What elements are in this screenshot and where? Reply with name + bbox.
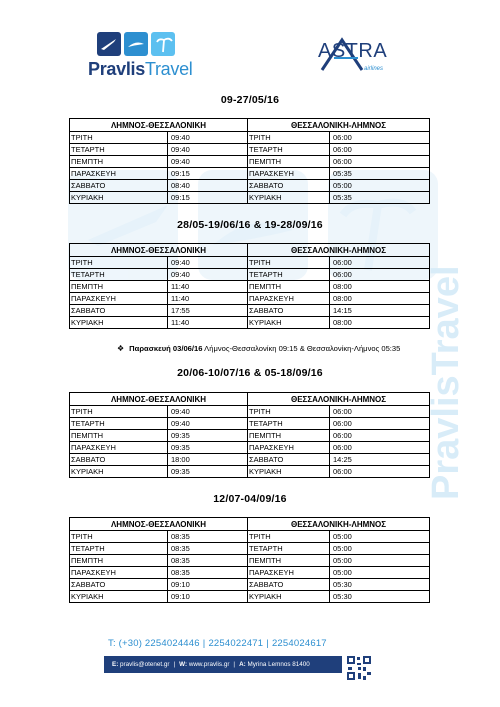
time-cell: 09:40 [168, 144, 248, 156]
address-label: A: [239, 661, 246, 668]
time-cell: 05:30 [330, 579, 430, 591]
table-row [70, 192, 430, 204]
phone-number: (+30) 2254024446 [118, 638, 200, 649]
time-cell: 05:00 [330, 567, 430, 579]
time-cell: 08:35 [168, 555, 248, 567]
time-cell: 06:00 [330, 466, 430, 478]
time-cell: 06:00 [330, 144, 430, 156]
table-row [70, 269, 430, 281]
special-note [117, 344, 400, 353]
day-cell: ΚΥΡΙΑΚΗ [248, 192, 330, 204]
time-cell: 06:00 [330, 418, 430, 430]
time-cell: 09:35 [168, 430, 248, 442]
time-cell: 09:35 [168, 466, 248, 478]
pravlis-logo-word1: Pravlis [88, 59, 145, 79]
time-cell: 09:40 [168, 132, 248, 144]
note-date: Παρασκευή 03/06/16 [129, 344, 203, 353]
table-row [70, 579, 430, 591]
table-row [70, 156, 430, 168]
day-cell: ΤΡΙΤΗ [70, 257, 168, 269]
day-cell: ΤΕΤΑΡΤΗ [70, 418, 168, 430]
day-cell: ΤΕΤΑΡΤΗ [248, 418, 330, 430]
table-row [70, 257, 430, 269]
schedule-table [69, 517, 430, 603]
header-thessaloniki-lemnos: ΘΕΣΣΑΛΟΝΙΚΗ-ΛΗΜΝΟΣ [248, 119, 430, 132]
day-cell: ΤΡΙΤΗ [70, 531, 168, 543]
day-cell: ΠΕΜΠΤΗ [70, 156, 168, 168]
contact-bar: E: pravlis@otenet.gr | W: www.pravlis.gr | A: Myrina Lemnos 81400 [104, 656, 342, 673]
time-cell: 09:10 [168, 579, 248, 591]
day-cell: ΠΑΡΑΣΚΕΥΗ [248, 293, 330, 305]
day-cell: ΚΥΡΙΑΚΗ [70, 192, 168, 204]
day-cell: ΤΡΙΤΗ [248, 531, 330, 543]
qr-code-icon [346, 655, 372, 681]
day-cell: ΣΑΒΒΑΤΟ [70, 180, 168, 192]
time-cell: 06:00 [330, 269, 430, 281]
time-cell: 08:00 [330, 281, 430, 293]
table-row [70, 132, 430, 144]
web-link[interactable]: www.pravlis.gr [188, 661, 230, 668]
time-cell: 06:00 [330, 156, 430, 168]
watermark-graphic [38, 150, 478, 580]
pravlis-logo-word2: Travel [144, 59, 193, 79]
day-cell: ΚΥΡΙΑΚΗ [248, 466, 330, 478]
day-cell: ΠΕΜΠΤΗ [70, 555, 168, 567]
table-row [70, 555, 430, 567]
time-cell: 05:00 [330, 543, 430, 555]
time-cell: 14:15 [330, 305, 430, 317]
day-cell: ΠΑΡΑΣΚΕΥΗ [248, 567, 330, 579]
day-cell: ΤΕΤΑΡΤΗ [248, 269, 330, 281]
table-row [70, 430, 430, 442]
day-cell: ΤΡΙΤΗ [70, 406, 168, 418]
day-cell: ΠΕΜΠΤΗ [248, 281, 330, 293]
time-cell: 05:30 [330, 591, 430, 603]
astra-logo [312, 36, 402, 82]
pravlis-logo [88, 32, 203, 82]
schedule-body [70, 132, 430, 204]
address-text: Myrina Lemnos 81400 [247, 661, 310, 668]
table-row [70, 180, 430, 192]
day-cell: ΠΑΡΑΣΚΕΥΗ [70, 293, 168, 305]
table-row [70, 543, 430, 555]
astra-logo-text: ASTRA [318, 40, 388, 62]
day-cell: ΣΑΒΒΑΤΟ [70, 579, 168, 591]
time-cell: 08:35 [168, 531, 248, 543]
time-cell: 09:15 [168, 192, 248, 204]
day-cell: ΠΕΜΠΤΗ [248, 555, 330, 567]
day-cell: ΠΕΜΠΤΗ [248, 156, 330, 168]
period-title: 12/07-04/09/16 [213, 493, 287, 505]
day-cell: ΠΕΜΠΤΗ [248, 430, 330, 442]
header-lemnos-thessaloniki: ΛΗΜΝΟΣ-ΘΕΣΣΑΛΟΝΙΚΗ [70, 119, 248, 132]
table-row [70, 591, 430, 603]
period-title: 28/05-19/06/16 & 19-28/09/16 [177, 219, 323, 231]
time-cell: 08:00 [330, 293, 430, 305]
schedule-table [69, 118, 430, 204]
day-cell: ΤΡΙΤΗ [248, 406, 330, 418]
email-link[interactable]: pravlis@otenet.gr [120, 661, 170, 668]
day-cell: ΤΕΤΑΡΤΗ [248, 543, 330, 555]
table-row [70, 406, 430, 418]
time-cell: 06:00 [330, 430, 430, 442]
time-cell: 18:00 [168, 454, 248, 466]
time-cell: 09:15 [168, 168, 248, 180]
time-cell: 06:00 [330, 257, 430, 269]
table-row [70, 531, 430, 543]
phone-number: 2254022471 [208, 638, 264, 649]
phone-number: 2254024617 [271, 638, 327, 649]
time-cell: 06:00 [330, 442, 430, 454]
time-cell: 05:00 [330, 555, 430, 567]
day-cell: ΤΡΙΤΗ [70, 132, 168, 144]
table-row [70, 293, 430, 305]
schedule-body [70, 257, 430, 329]
header-lemnos-thessaloniki: ΛΗΜΝΟΣ-ΘΕΣΣΑΛΟΝΙΚΗ [70, 244, 248, 257]
day-cell: ΤΕΤΑΡΤΗ [70, 269, 168, 281]
day-cell: ΤΡΙΤΗ [248, 257, 330, 269]
day-cell: ΣΑΒΒΑΤΟ [70, 454, 168, 466]
time-cell: 09:10 [168, 591, 248, 603]
day-cell: ΣΑΒΒΑΤΟ [248, 454, 330, 466]
day-cell: ΠΑΡΑΣΚΕΥΗ [248, 442, 330, 454]
table-row [70, 144, 430, 156]
day-cell: ΤΡΙΤΗ [248, 132, 330, 144]
day-cell: ΠΑΡΑΣΚΕΥΗ [70, 567, 168, 579]
schedule-table [69, 243, 430, 329]
day-cell: ΣΑΒΒΑΤΟ [70, 305, 168, 317]
phone-label: T: [108, 638, 116, 649]
day-cell: ΤΕΤΑΡΤΗ [70, 144, 168, 156]
web-label: W: [179, 661, 188, 668]
time-cell: 08:40 [168, 180, 248, 192]
table-row [70, 418, 430, 430]
time-cell: 11:40 [168, 281, 248, 293]
header-thessaloniki-lemnos: ΘΕΣΣΑΛΟΝΙΚΗ-ΛΗΜΝΟΣ [248, 244, 430, 257]
table-row [70, 168, 430, 180]
time-cell: 08:00 [330, 317, 430, 329]
table-row [70, 317, 430, 329]
time-cell: 05:00 [330, 180, 430, 192]
day-cell: ΚΥΡΙΑΚΗ [70, 466, 168, 478]
table-row [70, 281, 430, 293]
day-cell: ΚΥΡΙΑΚΗ [70, 591, 168, 603]
diamond-bullet-icon: ❖ [117, 344, 125, 353]
day-cell: ΠΑΡΑΣΚΕΥΗ [248, 168, 330, 180]
day-cell: ΠΕΜΠΤΗ [70, 430, 168, 442]
email-label: E: [112, 661, 119, 668]
watermark-text: PravlisTravel [425, 265, 467, 500]
time-cell: 05:35 [330, 168, 430, 180]
time-cell: 11:40 [168, 293, 248, 305]
period-title: 09-27/05/16 [220, 94, 280, 106]
astra-logo-sub: airlines [364, 66, 384, 72]
schedule-body [70, 531, 430, 603]
time-cell: 09:35 [168, 442, 248, 454]
header-lemnos-thessaloniki: ΛΗΜΝΟΣ-ΘΕΣΣΑΛΟΝΙΚΗ [70, 518, 248, 531]
header-thessaloniki-lemnos: ΘΕΣΣΑΛΟΝΙΚΗ-ΛΗΜΝΟΣ [248, 393, 430, 406]
header-thessaloniki-lemnos: ΘΕΣΣΑΛΟΝΙΚΗ-ΛΗΜΝΟΣ [248, 518, 430, 531]
time-cell: 09:40 [168, 257, 248, 269]
time-cell: 05:00 [330, 531, 430, 543]
time-cell: 09:40 [168, 418, 248, 430]
header-lemnos-thessaloniki: ΛΗΜΝΟΣ-ΘΕΣΣΑΛΟΝΙΚΗ [70, 393, 248, 406]
note-text: Λήμνος-Θεσσαλονίκη 09:15 & Θεσσαλονίκη-Λήμνος 05:35 [204, 344, 401, 353]
time-cell: 06:00 [330, 406, 430, 418]
day-cell: ΤΕΤΑΡΤΗ [70, 543, 168, 555]
day-cell: ΠΕΜΠΤΗ [70, 281, 168, 293]
time-cell: 09:40 [168, 156, 248, 168]
time-cell: 09:40 [168, 406, 248, 418]
day-cell: ΚΥΡΙΑΚΗ [70, 317, 168, 329]
day-cell: ΣΑΒΒΑΤΟ [248, 305, 330, 317]
period-title: 20/06-10/07/16 & 05-18/09/16 [177, 367, 323, 379]
day-cell: ΠΑΡΑΣΚΕΥΗ [70, 442, 168, 454]
table-row [70, 466, 430, 478]
table-row [70, 442, 430, 454]
day-cell: ΣΑΒΒΑΤΟ [248, 180, 330, 192]
time-cell: 17:55 [168, 305, 248, 317]
day-cell: ΠΑΡΑΣΚΕΥΗ [70, 168, 168, 180]
time-cell: 06:00 [330, 132, 430, 144]
table-row [70, 567, 430, 579]
time-cell: 09:40 [168, 269, 248, 281]
table-row [70, 454, 430, 466]
schedule-table [69, 392, 430, 478]
schedule-body [70, 406, 430, 478]
time-cell: 11:40 [168, 317, 248, 329]
time-cell: 08:35 [168, 567, 248, 579]
time-cell: 14:25 [330, 454, 430, 466]
day-cell: ΚΥΡΙΑΚΗ [248, 317, 330, 329]
phone-line: T: (+30) 2254024446 | 2254022471 | 2254024617 [108, 638, 327, 649]
time-cell: 05:35 [330, 192, 430, 204]
table-row [70, 305, 430, 317]
day-cell: ΣΑΒΒΑΤΟ [248, 579, 330, 591]
day-cell: ΤΕΤΑΡΤΗ [248, 144, 330, 156]
time-cell: 08:35 [168, 543, 248, 555]
day-cell: ΚΥΡΙΑΚΗ [248, 591, 330, 603]
